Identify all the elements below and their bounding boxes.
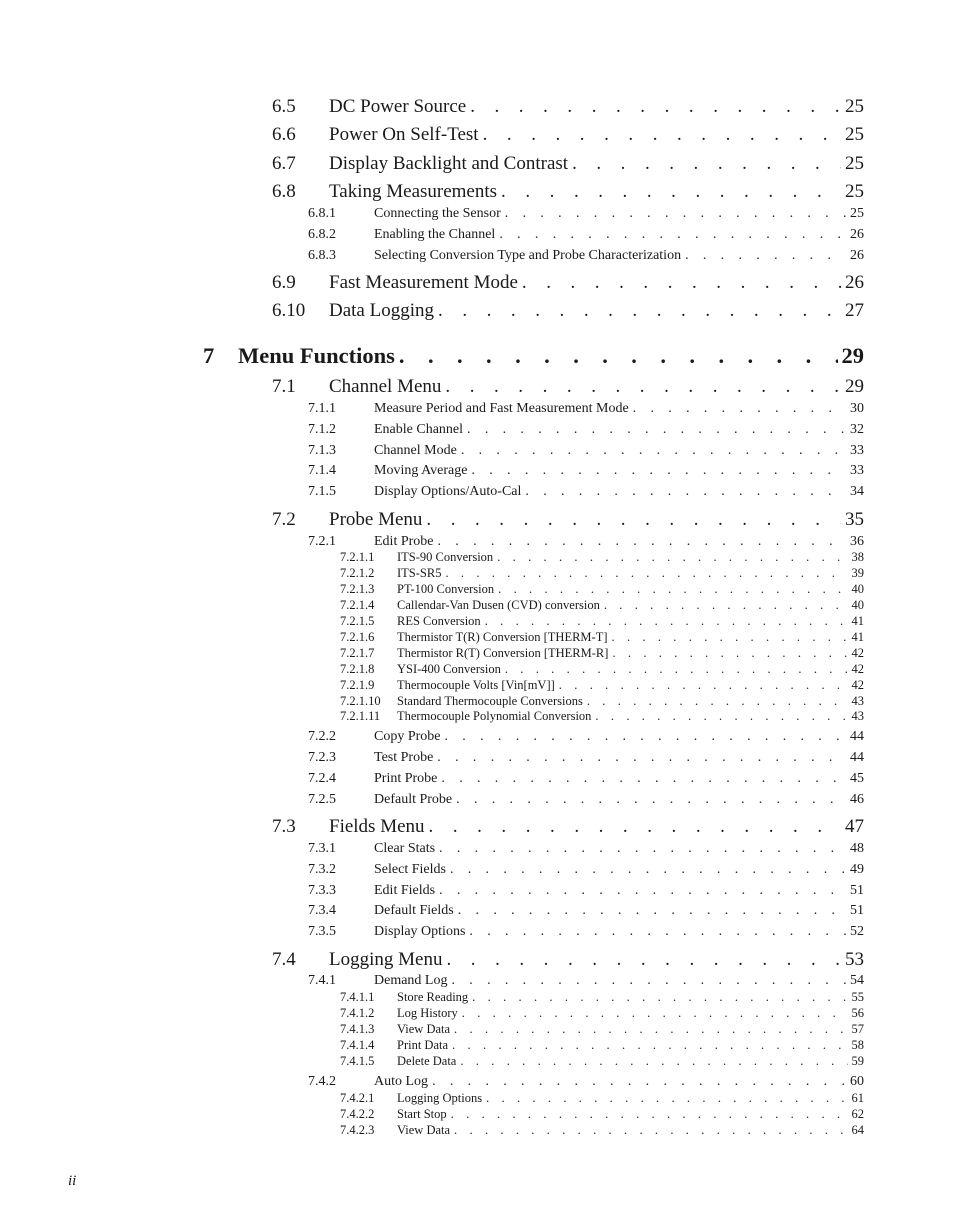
toc-entry[interactable]: [272, 377, 864, 396]
toc-entry-title: Measure Period and Fast Measurement Mode: [374, 402, 633, 416]
toc-entry-title: Thermistor T(R) Conversion [THERM-T]: [397, 631, 612, 644]
toc-entry-number: 7.2.1.7: [340, 646, 375, 660]
toc-entry-number: 7.3.1: [308, 841, 336, 856]
toc-entry-number: 7.2.1.6: [340, 630, 375, 644]
toc-entry-number: 7.4.1.1: [340, 990, 375, 1004]
toc-entry-number: 6.8.3: [308, 248, 336, 263]
toc-entry-page: 43: [848, 695, 865, 708]
toc-entry[interactable]: [340, 567, 864, 580]
dot-leader: [685, 249, 846, 263]
toc-entry[interactable]: [340, 695, 864, 708]
toc-entry-title: ITS-90 Conversion: [397, 551, 497, 564]
toc-entry[interactable]: [340, 1055, 864, 1068]
toc-entry-title: Selecting Conversion Type and Probe Characterization: [374, 249, 685, 263]
toc-entry-page: 26: [846, 228, 864, 242]
toc-entry-number: 7.4.1.2: [340, 1006, 375, 1020]
toc-entry-page: 41: [848, 631, 865, 644]
toc-entry-title: Copy Probe: [374, 730, 445, 744]
toc-entry-page: 43: [848, 710, 865, 723]
dot-leader: [572, 154, 841, 173]
toc-entry-number: 7.2.1.9: [340, 678, 375, 692]
toc-entry-title: YSI-400 Conversion: [397, 663, 505, 676]
toc-entry-page: 38: [848, 551, 865, 564]
toc-entry-page: 47: [841, 817, 864, 836]
toc-entry-number: 7.3.5: [308, 924, 336, 939]
dot-leader: [612, 631, 848, 644]
page-number: ii: [68, 1173, 77, 1189]
toc-entry-number: 7.1.3: [308, 443, 336, 458]
toc-entry[interactable]: [340, 710, 864, 723]
dot-leader: [437, 751, 846, 765]
toc-entry-title: DC Power Source: [329, 97, 470, 116]
toc-entry-title: Display Options: [374, 925, 469, 939]
dot-leader: [498, 583, 847, 596]
toc-entry[interactable]: [272, 510, 864, 529]
toc-entry-page: 29: [838, 345, 865, 368]
toc-entry-number: 6.10: [272, 300, 306, 321]
toc-entry[interactable]: [308, 925, 864, 939]
dot-leader: [456, 793, 846, 807]
toc-entry-number: 6.6: [272, 124, 296, 145]
toc-entry-title: Probe Menu: [329, 510, 426, 529]
toc-entry-title: Print Data: [397, 1039, 452, 1052]
toc-entry-number: 7.4.1.4: [340, 1038, 375, 1052]
toc-entry[interactable]: [308, 485, 864, 499]
dot-leader: [445, 567, 847, 580]
toc-entry-number: 7.2.4: [308, 771, 336, 786]
toc-entry[interactable]: [308, 1075, 864, 1089]
dot-leader: [604, 599, 848, 612]
toc-entry-title: Default Probe: [374, 793, 456, 807]
toc-entry-page: 29: [841, 377, 864, 396]
toc-entry[interactable]: [272, 125, 864, 144]
toc-entry[interactable]: [308, 793, 864, 807]
toc-entry-page: 58: [848, 1039, 865, 1052]
toc-entry[interactable]: [272, 182, 864, 201]
toc-entry-title: Display Options/Auto-Cal: [374, 485, 525, 499]
toc-entry-page: 33: [846, 464, 864, 478]
dot-leader: [612, 647, 847, 660]
toc-entry-page: 35: [841, 510, 864, 529]
toc-entry-page: 61: [848, 1092, 865, 1105]
toc-entry-title: Print Probe: [374, 772, 441, 786]
toc-entry-page: 54: [846, 974, 864, 988]
toc-entry-page: 33: [846, 444, 864, 458]
toc-entry-number: 7.2.5: [308, 792, 336, 807]
dot-leader: [467, 423, 846, 437]
toc-entry-page: 32: [846, 423, 864, 437]
toc-entry-title: View Data: [397, 1124, 454, 1137]
toc-entry[interactable]: [340, 1124, 864, 1137]
toc-entry-page: 42: [848, 679, 865, 692]
toc-entry-number: 7.2.1: [308, 534, 336, 549]
dot-leader: [485, 615, 848, 628]
toc-entry-title: Logging Menu: [329, 950, 446, 969]
toc-entry-number: 7.2.1.8: [340, 662, 375, 676]
toc-entry-title: Callendar-Van Dusen (CVD) conversion: [397, 599, 604, 612]
toc-entry-page: 59: [848, 1055, 865, 1068]
toc-entry[interactable]: [272, 273, 864, 292]
toc-entry-title: Clear Stats: [374, 842, 439, 856]
toc-entry-title: Standard Thermocouple Conversions: [397, 695, 587, 708]
toc-entry-title: Edit Fields: [374, 884, 439, 898]
toc-entry[interactable]: [308, 842, 864, 856]
toc-entry-title: Select Fields: [374, 863, 450, 877]
toc-entry-number: 7.2: [272, 509, 296, 530]
dot-leader: [483, 125, 841, 144]
toc-entry-number: 7.1.1: [308, 401, 336, 416]
dot-leader: [446, 950, 841, 969]
dot-leader: [469, 925, 846, 939]
toc-entry-number: 7.2.1.10: [340, 694, 381, 708]
dot-leader: [451, 974, 846, 988]
toc-entry[interactable]: [308, 207, 864, 221]
toc-entry-title: Thermocouple Volts [Vin[mV]]: [397, 679, 559, 692]
toc-entry-title: RES Conversion: [397, 615, 485, 628]
dot-leader: [452, 1039, 847, 1052]
toc-entry-title: Delete Data: [397, 1055, 460, 1068]
toc-entry-number: 7.3: [272, 816, 296, 837]
toc-entry-number: 7.2.1.3: [340, 582, 375, 596]
toc-entry-number: 7.3.3: [308, 883, 336, 898]
toc-entry[interactable]: [340, 615, 864, 628]
toc-entry[interactable]: [308, 464, 864, 478]
toc-entry-page: 51: [846, 884, 864, 898]
dot-leader: [525, 485, 846, 499]
dot-leader: [497, 551, 847, 564]
dot-leader: [450, 863, 846, 877]
toc-entry[interactable]: [308, 904, 864, 918]
dot-leader: [451, 1108, 848, 1121]
dot-leader: [471, 464, 846, 478]
toc-entry-title: Enable Channel: [374, 423, 467, 437]
toc-entry-title: Demand Log: [374, 974, 451, 988]
toc-entry[interactable]: [308, 751, 864, 765]
toc-entry-page: 26: [841, 273, 864, 292]
toc-entry-number: 7.1.5: [308, 484, 336, 499]
toc-entry-title: Edit Probe: [374, 535, 438, 549]
toc-entry[interactable]: [340, 551, 864, 564]
toc-entry-number: 7.3.4: [308, 903, 336, 918]
toc-entry-title: Thermistor R(T) Conversion [THERM-R]: [397, 647, 612, 660]
toc-entry[interactable]: [340, 1023, 864, 1036]
toc-entry[interactable]: [340, 1007, 864, 1020]
toc-entry[interactable]: [340, 599, 864, 612]
toc-entry[interactable]: [308, 402, 864, 416]
toc-entry-number: 6.9: [272, 272, 296, 293]
toc-entry[interactable]: [340, 991, 864, 1004]
toc-entry-title: Display Backlight and Contrast: [329, 154, 572, 173]
toc-entry-title: Connecting the Sensor: [374, 207, 505, 221]
dot-leader: [633, 402, 846, 416]
dot-leader: [472, 991, 847, 1004]
toc-entry-page: 36: [846, 535, 864, 549]
dot-leader: [461, 444, 846, 458]
toc-entry[interactable]: [340, 679, 864, 692]
toc-entry-title: Logging Options: [397, 1092, 486, 1105]
toc-entry-title: Log History: [397, 1007, 462, 1020]
toc-entry-page: 60: [846, 1075, 864, 1089]
toc-entry[interactable]: [272, 950, 864, 969]
toc-entry[interactable]: [340, 647, 864, 660]
toc-entry-page: 53: [841, 950, 864, 969]
dot-leader: [439, 884, 846, 898]
toc-entry-title: Default Fields: [374, 904, 458, 918]
toc-entry-page: 25: [841, 97, 864, 116]
dot-leader: [429, 817, 841, 836]
dot-leader: [458, 904, 846, 918]
toc-entry-number: 7.1.4: [308, 463, 336, 478]
dot-leader: [460, 1055, 847, 1068]
toc-entry-page: 34: [846, 485, 864, 499]
toc-entry[interactable]: [272, 301, 864, 320]
toc-entry-title: Test Probe: [374, 751, 437, 765]
toc-entry-number: 7.4.2.2: [340, 1107, 375, 1121]
toc-entry[interactable]: [272, 97, 864, 116]
dot-leader: [438, 301, 841, 320]
toc-entry-title: PT-100 Conversion: [397, 583, 498, 596]
dot-leader: [399, 345, 838, 368]
toc-entry-page: 55: [848, 991, 865, 1004]
toc-entry-title: Auto Log: [374, 1075, 432, 1089]
toc-entry-number: 7.2.1.1: [340, 550, 375, 564]
toc-entry-number: 7.2.1.5: [340, 614, 375, 628]
toc-entry-page: 30: [846, 402, 864, 416]
dot-leader: [505, 207, 846, 221]
toc-entry[interactable]: [308, 249, 864, 263]
toc-entry-title: Menu Functions: [238, 345, 399, 368]
toc-entry-number: 7.2.1.2: [340, 566, 375, 580]
toc-entry-page: 44: [846, 730, 864, 744]
toc-entry-page: 25: [841, 182, 864, 201]
toc-entry[interactable]: [340, 1039, 864, 1052]
toc-entry-page: 39: [848, 567, 865, 580]
toc-entry-title: Power On Self-Test: [329, 125, 483, 144]
toc-entry-title: Store Reading: [397, 991, 472, 1004]
toc-entry-title: Enabling the Channel: [374, 228, 499, 242]
toc-entry-title: Fields Menu: [329, 817, 429, 836]
toc-entry-page: 62: [848, 1108, 865, 1121]
toc-entry-page: 25: [841, 154, 864, 173]
toc-entry[interactable]: [308, 730, 864, 744]
dot-leader: [438, 535, 847, 549]
toc-entry[interactable]: [340, 663, 864, 676]
toc-entry[interactable]: [308, 863, 864, 877]
toc-entry-page: 41: [848, 615, 865, 628]
dot-leader: [470, 97, 841, 116]
toc-entry-number: 7.4.1.5: [340, 1054, 375, 1068]
toc-entry-page: 56: [848, 1007, 865, 1020]
toc-chapter[interactable]: [203, 345, 864, 368]
dot-leader: [559, 679, 848, 692]
toc-entry[interactable]: [308, 423, 864, 437]
toc-entry-number: 7.4.1: [308, 973, 336, 988]
dot-leader: [454, 1023, 847, 1036]
toc-entry[interactable]: [272, 817, 864, 836]
dot-leader: [505, 663, 848, 676]
toc-entry-page: 42: [848, 663, 865, 676]
toc-entry[interactable]: [308, 772, 864, 786]
toc-entry[interactable]: [340, 1092, 864, 1105]
dot-leader: [439, 842, 846, 856]
toc-entry-number: 7.2.1.4: [340, 598, 375, 612]
toc-entry-number: 7.1: [272, 376, 296, 397]
toc-entry-page: 44: [846, 751, 864, 765]
toc-entry-number: 6.8: [272, 181, 296, 202]
toc-entry-page: 64: [848, 1124, 865, 1137]
toc-entry[interactable]: [308, 884, 864, 898]
dot-leader: [454, 1124, 847, 1137]
toc-entry-page: 40: [848, 599, 865, 612]
toc-entry-title: Thermocouple Polynomial Conversion: [397, 710, 595, 723]
toc-entry-title: ITS-SR5: [397, 567, 445, 580]
toc-entry[interactable]: [272, 154, 864, 173]
toc-entry-number: 6.8.2: [308, 227, 336, 242]
toc-entry-page: 46: [846, 793, 864, 807]
toc-entry-number: 7.2.2: [308, 729, 336, 744]
toc-entry-title: Taking Measurements: [329, 182, 501, 201]
dot-leader: [501, 182, 841, 201]
toc-entry-title: View Data: [397, 1023, 454, 1036]
toc-entry-page: 45: [846, 772, 864, 786]
toc-entry-title: Start Stop: [397, 1108, 451, 1121]
toc-entry-number: 7.4: [272, 949, 296, 970]
toc-entry-page: 48: [846, 842, 864, 856]
toc-entry[interactable]: [340, 1108, 864, 1121]
toc-entry-title: Channel Menu: [329, 377, 445, 396]
toc-entry-title: Data Logging: [329, 301, 438, 320]
dot-leader: [522, 273, 841, 292]
toc-entry-page: 27: [841, 301, 864, 320]
toc-entry-number: 7.4.2: [308, 1074, 336, 1089]
toc-entry[interactable]: [340, 583, 864, 596]
toc-entry-page: 25: [846, 207, 864, 221]
dot-leader: [587, 695, 848, 708]
dot-leader: [426, 510, 841, 529]
toc-entry-page: 40: [848, 583, 865, 596]
toc-entry-page: 57: [848, 1023, 865, 1036]
dot-leader: [595, 710, 847, 723]
toc-entry-title: Fast Measurement Mode: [329, 273, 522, 292]
toc-entry[interactable]: [308, 974, 864, 988]
toc-entry[interactable]: [308, 228, 864, 242]
toc-entry[interactable]: [340, 631, 864, 644]
toc-entry-number: 6.5: [272, 96, 296, 117]
toc-entry[interactable]: [308, 444, 864, 458]
toc-entry-number: 7.2.3: [308, 750, 336, 765]
toc-entry-number: 7.3.2: [308, 862, 336, 877]
toc-entry-page: 51: [846, 904, 864, 918]
toc-entry-number: 7.1.2: [308, 422, 336, 437]
dot-leader: [432, 1075, 846, 1089]
toc-entry-number: 7: [203, 343, 215, 368]
toc-entry-title: Channel Mode: [374, 444, 461, 458]
toc-entry-number: 6.7: [272, 153, 296, 174]
toc-entry-number: 7.2.1.11: [340, 709, 381, 723]
toc-entry-title: Moving Average: [374, 464, 471, 478]
toc-entry-number: 7.4.1.3: [340, 1022, 375, 1036]
dot-leader: [445, 730, 847, 744]
dot-leader: [441, 772, 846, 786]
toc-entry-page: 25: [841, 125, 864, 144]
dot-leader: [445, 377, 841, 396]
toc-entry-page: 26: [846, 249, 864, 263]
dot-leader: [499, 228, 846, 242]
dot-leader: [462, 1007, 848, 1020]
toc-entry-page: 42: [848, 647, 865, 660]
toc-entry[interactable]: [308, 535, 864, 549]
dot-leader: [486, 1092, 847, 1105]
toc-entry-number: 7.4.2.1: [340, 1091, 375, 1105]
toc-entry-page: 49: [846, 863, 864, 877]
toc-entry-number: 6.8.1: [308, 206, 336, 221]
toc-entry-number: 7.4.2.3: [340, 1123, 375, 1137]
toc-entry-page: 52: [846, 925, 864, 939]
